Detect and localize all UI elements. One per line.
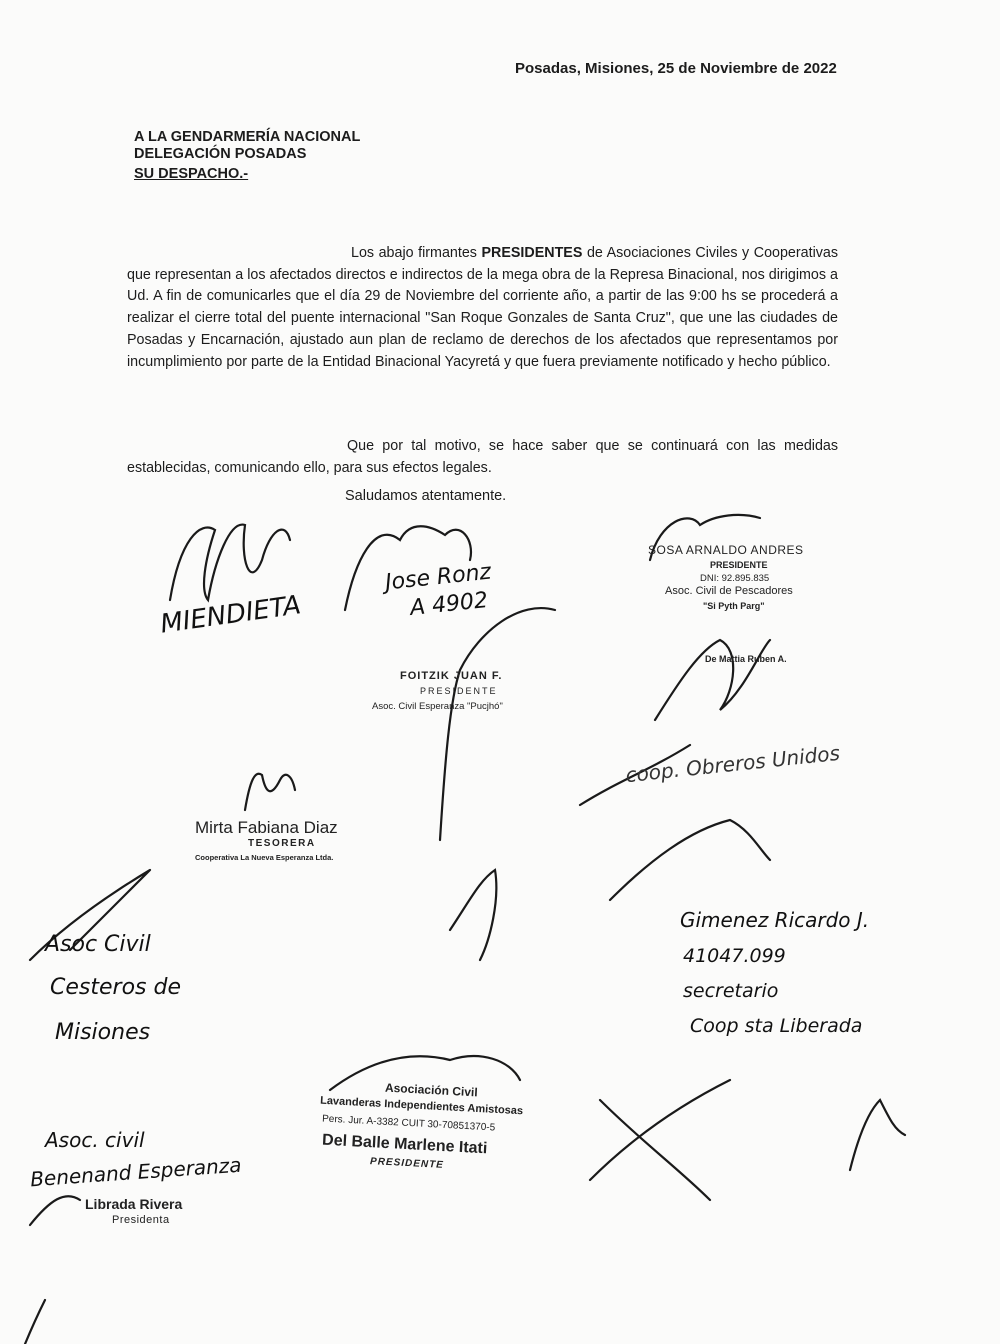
- signature-large-x-scribble: [590, 1080, 730, 1200]
- stamp-sosa-name: SOSA ARNALDO ANDRES: [648, 543, 804, 557]
- stamp-lavanderas-4: Del Balle Marlene Itati: [321, 1131, 488, 1158]
- body-paragraph-1: Los abajo firmantes PRESIDENTES de Asociaciones Civiles y Cooperativas que representan a los afectados directos e indirectos de la mega obra de la Represa Binacional, nos dirigimos a Ud. A fin de comunicarles que el día 29 de Noviembre del corriente año, a partir de las 9:00 hs se procederá a realizar el cierre total del puente internacional "San Roque Gonzales de Santa Cruz", que une las ciudades de Posadas y Encarnación, ajustado aun plan de reclamo de derechos de los afectados que representamos por incumplimiento por parte de la Entidad Binacional Yacyretá y que fuera previamente notificado y hecho público.: [127, 245, 838, 370]
- handwritten-gimenez-3: secretario: [683, 980, 779, 1002]
- stamp-lavanderas-1: Asociación Civil: [384, 1080, 479, 1100]
- handwritten-jose-ramirez-2: A 4902: [408, 587, 490, 622]
- signature-librada-scribble: [30, 1196, 80, 1225]
- signature-gimenez-scribble: [610, 820, 770, 900]
- date-line: Posadas, Misiones, 25 de Noviembre de 2022: [515, 60, 837, 77]
- stamp-sosa-assoc-2: "Si Pyth Parg": [703, 601, 765, 611]
- handwritten-mendieta: MIENDIETA: [158, 590, 303, 640]
- signature-demattia-scribble: [655, 640, 770, 720]
- signature-center-scribble: [450, 870, 496, 960]
- stamp-sosa-assoc: Asoc. Civil de Pescadores: [665, 585, 793, 597]
- handwritten-cesteros-3: Misiones: [55, 1020, 151, 1045]
- closing-greeting: Saludamos atentamente.: [345, 488, 507, 504]
- handwritten-bienaventurados-2: Benenand Esperanza: [29, 1152, 243, 1192]
- signature-mendieta-scribble: [170, 525, 290, 600]
- addressee-line-3: SU DESPACHO.-: [134, 166, 249, 182]
- handwritten-gimenez-1: Gimenez Ricardo J.: [680, 908, 870, 932]
- handwritten-jose-ramirez-1: Jose Ronz: [383, 559, 493, 596]
- stamp-mirta-title: TESORERA: [248, 838, 316, 849]
- signature-bottom-mark: [25, 1300, 45, 1344]
- stamp-librada-title: Presidenta: [112, 1214, 170, 1226]
- stamp-lavanderas-2: Lavanderas Independientes Amistosas: [319, 1094, 524, 1118]
- stamp-foitzik-name: FOITZIK JUAN F.: [400, 670, 503, 682]
- stamp-foitzik-assoc: Asoc. Civil Esperanza "Pucjhó": [372, 701, 503, 712]
- body-paragraph-2: Que por tal motivo, se hace saber que se continuará con las medidas establecidas, comunicando ello, para sus efectos legales.: [127, 438, 838, 476]
- handwritten-bienaventurados-1: Asoc. civil: [45, 1128, 145, 1152]
- signature-right-scribble: [850, 1100, 905, 1170]
- stamp-librada-name: Librada Rivera: [85, 1196, 183, 1212]
- stamp-foitzik-title: PRESIDENTE: [420, 686, 498, 696]
- handwritten-gimenez-4: Coop sta Liberada: [690, 1015, 863, 1037]
- signature-foitzik-scribble: [440, 608, 555, 840]
- addressee-line-2: DELEGACIÓN POSADAS: [134, 146, 307, 162]
- addressee-line-1: A LA GENDARMERÍA NACIONAL: [134, 129, 361, 145]
- stamp-mirta-name: Mirta Fabiana Diaz: [195, 818, 338, 837]
- stamp-sosa-dni: DNI: 92.895.835: [700, 573, 770, 584]
- stamp-mirta-coop: Cooperativa La Nueva Esperanza Ltda.: [195, 853, 334, 862]
- handwritten-coop-obreros: coop. Obreros Unidos: [624, 740, 841, 788]
- stamp-sosa-title: PRESIDENTE: [710, 560, 768, 570]
- stamp-lavanderas-3: Pers. Jur. A-3382 CUIT 30-70851370-5: [321, 1113, 496, 1134]
- signature-mirta-scribble: [245, 774, 295, 810]
- handwritten-cesteros-1: Asoc Civil: [45, 932, 151, 957]
- handwritten-cesteros-2: Cesteros de: [50, 975, 181, 1000]
- stamp-demattia-name: De Mattia Ruben A.: [705, 654, 787, 664]
- stamp-lavanderas-5: PRESIDENTE: [369, 1156, 445, 1171]
- handwritten-gimenez-2: 41047.099: [683, 945, 786, 967]
